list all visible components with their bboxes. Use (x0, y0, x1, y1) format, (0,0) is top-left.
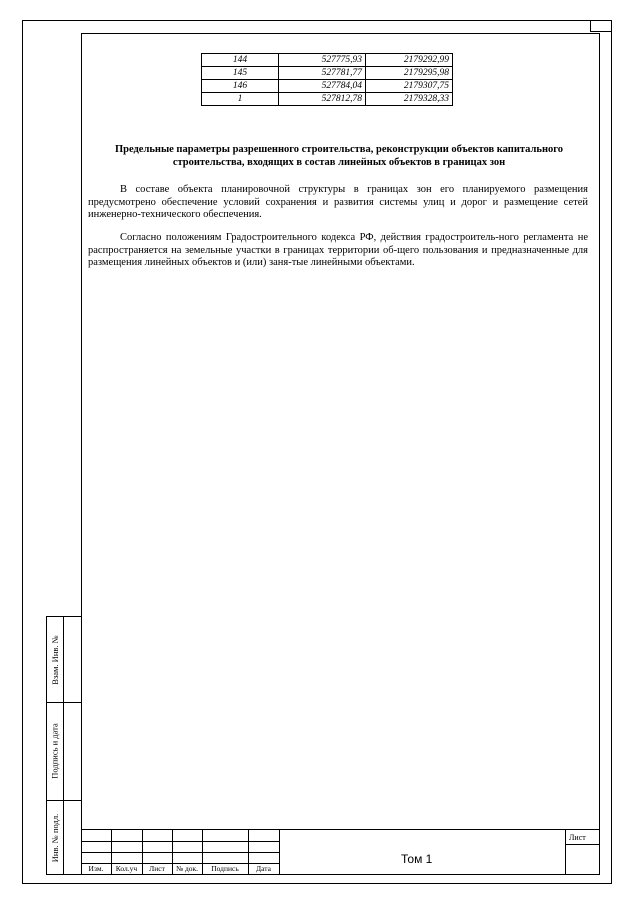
x-cell: 527775,93 (279, 54, 366, 67)
header-podpis: Подпись (211, 864, 239, 873)
header-doc-no: № док. (175, 864, 199, 873)
side-stamp (46, 616, 82, 875)
table-row (202, 67, 453, 80)
point-cell: 145 (202, 67, 279, 80)
corner-tab (590, 20, 612, 32)
x-cell: 527812,78 (279, 93, 366, 106)
y-cell: 2179292,99 (366, 54, 453, 67)
header-data: Дата (256, 864, 271, 873)
coordinates-table (201, 53, 453, 106)
side-label-vzam: Взам. Инв. № (50, 634, 60, 685)
sheet-label: Лист (569, 833, 586, 842)
y-cell: 2179307,75 (366, 80, 453, 93)
header-list: Лист (149, 864, 165, 873)
table-row (202, 80, 453, 93)
table-row (202, 54, 453, 67)
title-block (81, 829, 600, 875)
point-cell: 1 (202, 93, 279, 106)
section-heading: Предельные параметры разрешенного строительства, реконструкции объектов капитального строительства, входящих в состав линейных объектов в границах зон (114, 144, 564, 168)
header-izm: Изм. (88, 864, 104, 873)
paragraph-1: В составе объекта планировочной структуры в границах зон его планируемого размещения предусмотрено обеспечение условий сохранения и развития системы улиц и дорог и размещение сетей инженерно-технического обеспечения. (88, 184, 588, 220)
y-cell: 2179295,98 (366, 67, 453, 80)
point-cell: 144 (202, 54, 279, 67)
header-kol-uch: Кол.уч (115, 864, 138, 873)
point-cell: 146 (202, 80, 279, 93)
side-label-podpis: Подпись и дата (50, 723, 61, 779)
y-cell: 2179328,33 (366, 93, 453, 106)
document-name: Том 1 (401, 852, 433, 866)
paragraph-2: Согласно положениям Градостроительного кодекса РФ, действия градостроитель-ного регламента не распространяется на земельные участки в границах территории об-щего пользования и предназначенные для размещения линейных объектов и (или) заня-тые линейными объектами. (88, 232, 588, 268)
x-cell: 527781,77 (279, 67, 366, 80)
table-row (202, 93, 453, 106)
x-cell: 527784,04 (279, 80, 366, 93)
side-label-inv: Инв. № подл. (50, 813, 60, 863)
